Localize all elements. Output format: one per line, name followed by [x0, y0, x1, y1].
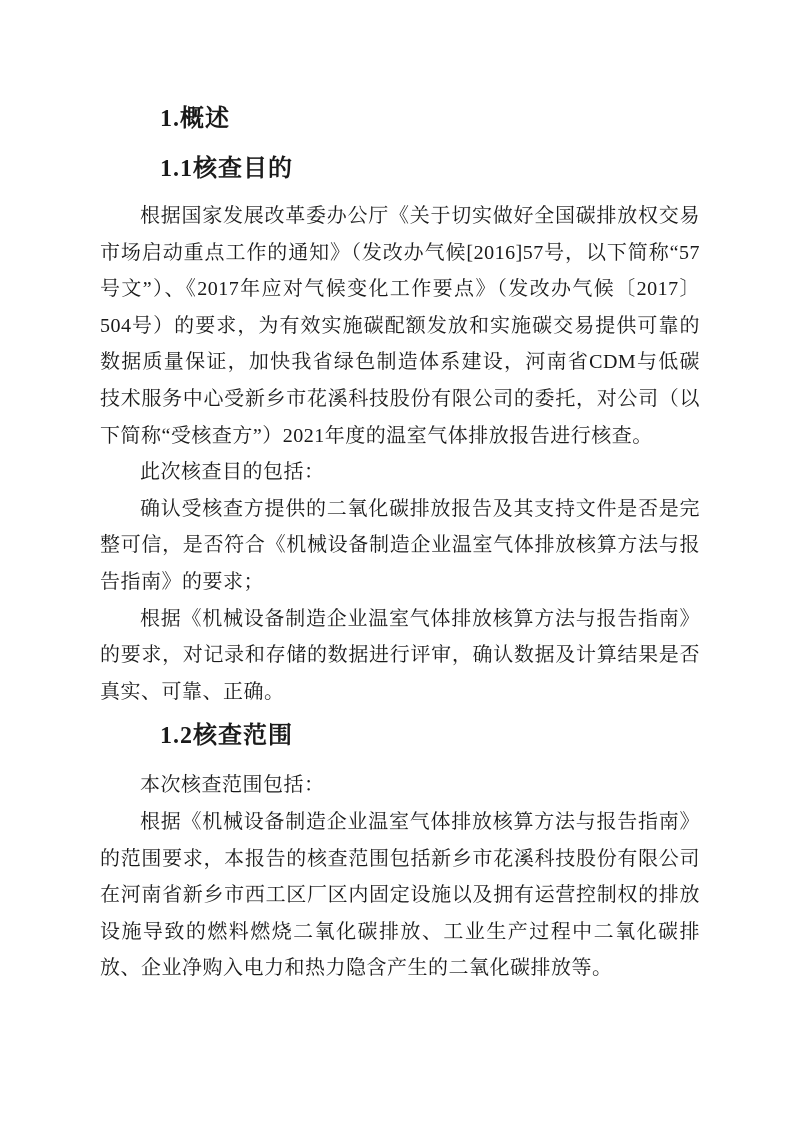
section-heading-scope: 1.2核查范围 — [160, 723, 293, 750]
purpose-paragraph: 此次核查目的包括： — [140, 461, 325, 484]
purpose-paragraph: 根据《机械设备制造企业温室气体排放核算方法与报告指南》的要求，对记录和存储的数据进行评审，确认数据及计算结果是否真实、可靠、正确。 — [100, 607, 700, 703]
scope-paragraph: 根据《机械设备制造企业温室气体排放核算方法与报告指南》的范围要求，本报告的核查范围包括新乡市花溪科技股份有限公司在河南省新乡市西工区厂区内固定设施以及拥有运营控制权的排放设施导致的燃料燃烧二氧化碳排放、工业生产过程中二氧化碳排放、企业净购入电力和热力隐含产生的二氧化碳排放等。 — [100, 810, 700, 980]
document-content — [100, 105, 700, 987]
scope-paragraph: 本次核查范围包括： — [140, 774, 325, 797]
chapter-heading-overview: 1.概述 — [160, 106, 230, 132]
purpose-paragraph: 根据国家发展改革委办公厅《关于切实做好全国碳排放权交易市场启动重点工作的通知》（发改办气候[2016]57号，以下简称“57号文”）、《2017年应对气候变化工作要点》（发改办气候〔2017〕504号）的要求，为有效实施碳配额发放和实施碳交易提供可靠的数据质量保证，加快我省绿色制造体系建设，河南省CDM与低碳技术服务中心受新乡市花溪科技股份有限公司的委托，对公司（以下简称“受核查方”）2021年度的温室气体排放报告进行核查。 — [100, 205, 700, 447]
section-heading-purpose: 1.1核查目的 — [160, 156, 293, 182]
purpose-paragraph: 确认受核查方提供的二氧化碳排放报告及其支持文件是否是完整可信，是否符合《机械设备制造企业温室气体排放核算方法与报告指南》的要求； — [100, 497, 700, 593]
